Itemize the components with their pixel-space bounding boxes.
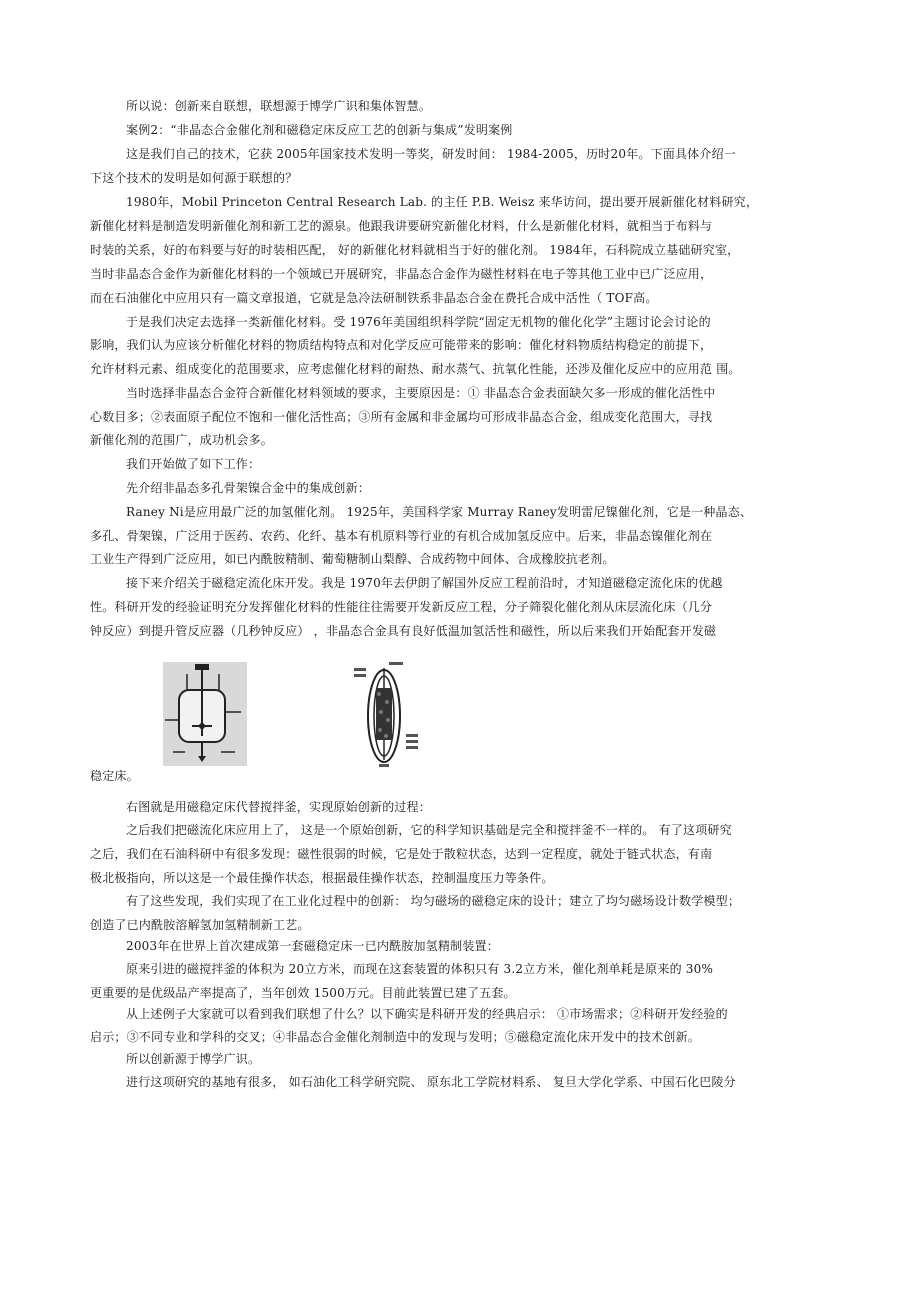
text-line: 2003年在世界上首次建成第一套磁稳定床一已内酰胺加氢精制装置： bbox=[126, 939, 499, 953]
stirred-tank-figure bbox=[163, 662, 247, 766]
text-line: 所以创新源于博学广识。 bbox=[126, 1052, 261, 1066]
text-line: 之后我们把磁流化床应用上了， 这是一个原始创新，它的科学知识基础是完全和搅拌釜不一样的。 有了这项研究 bbox=[126, 823, 732, 837]
text-line: 当时选择非晶态合金符合新催化材料领域的要求，主要原因是：① 非晶态合金表面缺欠多一形成的催化活性中 bbox=[126, 386, 716, 400]
text-line: 稳定床。 bbox=[90, 769, 139, 783]
text-line: 1980年，Mobil Princeton Central Research Lab. 的主任 P.B. Weisz 来华访问，提出要开展新催化材料研究， bbox=[126, 195, 759, 209]
text-line: 启示；③不同专业和学科的交叉；④非晶态合金催化剂制造中的发现与发明；⑤磁稳定流化床开发中的技术创新。 bbox=[90, 1030, 701, 1044]
text-line: 极北极指向，所以这是一个最佳操作状态，根据最佳操作状态，控制温度压力等条件。 bbox=[90, 871, 554, 885]
text-line: 新催化材料是制造发明新催化剂和新工艺的源泉。他跟我讲要研究新催化材料，什么是新催化材料，就相当于布料与 bbox=[90, 219, 713, 233]
text-line: 进行这项研究的基地有很多， 如石油化工科学研究院、 原东北工学院材料系、 复旦大学化学系、中国石化巴陵分 bbox=[126, 1075, 736, 1089]
text-line: 有了这些发现，我们实现了在工业化过程中的创新： 均匀磁场的磁稳定床的设计；建立了均匀磁场设计数学模型； bbox=[126, 894, 741, 908]
text-line: 先介绍非晶态多孔骨架镍合金中的集成创新： bbox=[126, 481, 371, 495]
magnetic-bed-figure bbox=[351, 660, 423, 770]
text-line: 从上述例子大家就可以看到我们联想了什么？以下确实是科研开发的经典启示： ①市场需求；②科研开发经验的 bbox=[126, 1007, 728, 1021]
text-line: Raney Ni是应用最广泛的加氢催化剂。 1925年，美国科学家 Murray Raney发明雷尼镍催化剂，它是一种晶态、 bbox=[126, 505, 753, 519]
text-line: 钟反应）到提升管反应器（几秒钟反应） ，非晶态合金具有良好低温加氢活性和磁性，所以后来我们开始配套开发磁 bbox=[90, 624, 717, 638]
text-line: 而在石油催化中应用只有一篇文章报道，它就是急冷法研制铁系非晶态合金在费托合成中活性（ TOF高。 bbox=[90, 291, 658, 305]
text-line: 下这个技术的发明是如何源于联想的？ bbox=[90, 171, 298, 185]
text-line: 多孔、骨架镍，广泛用于医药、农药、化纤、基本有机原料等行业的有机合成加氢反应中。后来，非晶态镍催化剂在 bbox=[90, 529, 713, 543]
text-line: 这是我们自己的技术，它获 2005年国家技术发明一等奖，研发时间： 1984-2005，历时20年。下面具体介绍一 bbox=[126, 147, 736, 161]
text-line: 当时非晶态合金作为新催化材料的一个领域已开展研究，非晶态合金作为磁性材料在电子等其他工业中已广泛应用， bbox=[90, 267, 713, 281]
text-line: 接下来介绍关于磁稳定流化床开发。我是 1970年去伊朗了解国外反应工程前沿时，才知道磁稳定流化床的优越 bbox=[126, 576, 723, 590]
text-line: 我们开始做了如下工作： bbox=[126, 457, 261, 471]
text-line: 创造了已内酰胺溶解氢加氢精制新工艺。 bbox=[90, 918, 310, 932]
text-line: 允许材料元素、组成变化的范围要求，应考虑催化材料的耐热、耐水蒸气、抗氧化性能，还涉及催化反应中的应用范 围。 bbox=[90, 362, 741, 376]
text-line: 时装的关系，好的布料要与好的时装相匹配， 好的新催化材料就相当于好的催化剂。 1984年，石科院成立基础研究室， bbox=[90, 243, 740, 257]
text-line: 之后，我们在石油科研中有很多发现：磁性很弱的时候，它是处于散粒状态，达到一定程度，就处于链式状态，有南 bbox=[90, 847, 713, 861]
text-line: 性。科研开发的经验证明充分发挥催化材料的性能往往需要开发新反应工程，分子筛裂化催化剂从床层流化床（几分 bbox=[90, 600, 713, 614]
text-line: 于是我们决定去选择一类新催化材料。受 1976年美国组织科学院“固定无机物的催化化学”主题讨论会讨论的 bbox=[126, 315, 711, 329]
text-line: 原来引进的磁搅拌釜的体积为 20立方米，而现在这套装置的体积只有 3.2立方米，催化剂单耗是原来的 30% bbox=[126, 962, 714, 976]
text-line: 心数目多；②表面原子配位不饱和一催化活性高；③所有金属和非金属均可形成非晶态合金，组成变化范围大，寻找 bbox=[90, 410, 713, 424]
text-line: 更重要的是优级品产率提高了，当年创效 1500万元。目前此装置已建了五套。 bbox=[90, 986, 516, 1000]
text-line: 案例2：“非晶态合金催化剂和磁稳定床反应工艺的创新与集成”发明案例 bbox=[126, 123, 513, 137]
text-line: 影响，我们认为应该分析催化材料的物质结构特点和对化学反应可能带来的影响：催化材料物质结构稳定的前提下， bbox=[90, 338, 713, 352]
figure-group bbox=[163, 660, 423, 770]
text-line: 新催化剂的范围广，成功机会多。 bbox=[90, 433, 274, 447]
text-line: 工业生产得到广泛应用，如已内酰胺精制、葡萄糖制山梨醇、合成药物中间体、合成橡胶抗老剂。 bbox=[90, 552, 615, 566]
text-line: 所以说：创新来自联想，联想源于博学广识和集体智慧。 bbox=[126, 99, 432, 113]
text-line: 右图就是用磁稳定床代替搅拌釜，实现原始创新的过程： bbox=[126, 800, 432, 814]
